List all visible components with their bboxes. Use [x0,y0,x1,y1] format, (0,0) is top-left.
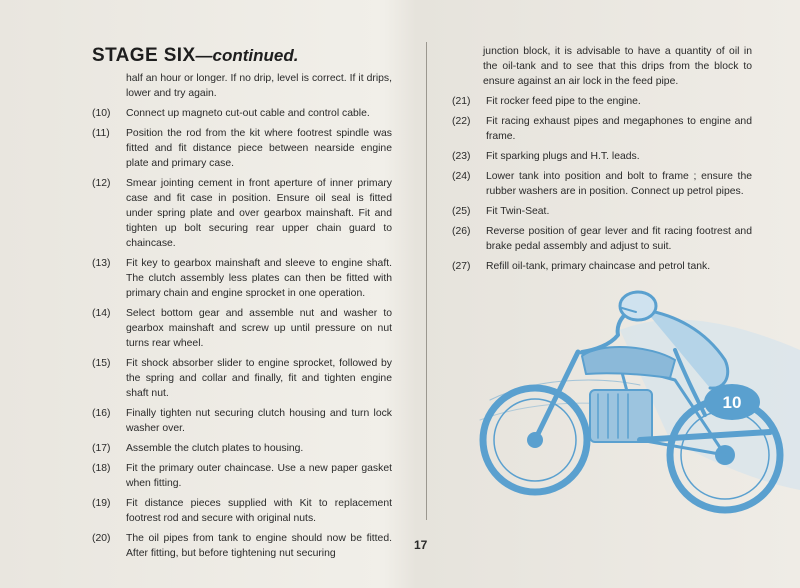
race-number-plate: 10 [722,393,742,412]
left-step-list [92,106,392,561]
step-number: (18) [92,463,111,474]
step-item [452,259,752,274]
step-number: (14) [92,308,111,319]
step-number: (21) [452,96,471,107]
step-text: Smear jointing cement in front aperture of inner primary case and fit case in position. Ensure oil seal is fitted under spring plate and over gearbox mainshaft. Fit and tighten up bolt securing rear upper chain guard to chaincase. [126,178,392,249]
left-intro-text: half an hour or longer. If no drip, level is correct. If it drips, lower and try again. [126,73,392,99]
step-text: Fit sparking plugs and H.T. leads. [486,151,640,162]
motorcycle-racer-illustration [470,290,800,530]
title-suffix: —continued. [195,46,299,65]
step-item [92,176,392,251]
step-text: Assemble the clutch plates to housing. [126,443,304,454]
page-number: 17 [414,538,428,552]
step-number: (17) [92,443,111,454]
step-item [452,204,752,219]
step-text: Refill oil-tank, primary chaincase and petrol tank. [486,261,711,272]
step-text: Fit Twin-Seat. [486,206,550,217]
step-text: Lower tank into position and bolt to frame ; ensure the rubber washers are in position. Connect up petrol pipes. [486,171,752,197]
step-item [92,461,392,491]
step-text: Reverse position of gear lever and fit racing footrest and brake pedal assembly and adjust to suit. [486,226,752,252]
step-text: Finally tighten nut securing clutch housing and turn lock washer over. [126,408,392,434]
left-page [92,44,392,566]
step-text: Connect up magneto cut-out cable and control cable. [126,108,370,119]
step-number: (25) [452,206,471,217]
step-text: Fit rocker feed pipe to the engine. [486,96,641,107]
page-spine-divider [426,42,427,520]
step-text: Select bottom gear and assemble nut and washer to gearbox mainshaft and screw up until pressure on nut turns rear wheel. [126,308,392,349]
right-page [452,44,752,279]
step-item [92,441,392,456]
step-item [452,94,752,109]
step-number: (16) [92,408,111,419]
step-text: Fit the primary outer chaincase. Use a new paper gasket when fitting. [126,463,392,489]
page-title [92,44,392,68]
right-step-list [452,94,752,274]
step-number: (20) [92,533,111,544]
step-text: The oil pipes from tank to engine should now be fitted. After fitting, but before tightening nut securing [126,533,392,559]
step-text: Fit distance pieces supplied with Kit to replacement footrest rod and secure with original nuts. [126,498,392,524]
step-item [452,114,752,144]
step-number: (11) [92,128,110,139]
step-item [92,126,392,171]
step-number: (10) [92,108,111,119]
step-item [452,149,752,164]
step-number: (15) [92,358,111,369]
step-item [92,496,392,526]
step-item [92,256,392,301]
step-number: (24) [452,171,471,182]
step-number: (27) [452,261,471,272]
step-text: Fit racing exhaust pipes and megaphones to engine and frame. [486,116,752,142]
title-main: STAGE SIX [92,45,196,66]
step-text: Fit shock absorber slider to engine sprocket, followed by the spring and collar and finally, fit and tighten engine shaft nut. [126,358,392,399]
step-text: Fit key to gearbox mainshaft and sleeve to engine shaft. The clutch assembly less plates can then be fitted with primary chain and engine sprocket in one operation. [126,258,392,299]
step-number: (26) [452,226,471,237]
step-item [92,356,392,401]
step-number: (19) [92,498,111,509]
step-number: (23) [452,151,471,162]
step-item [92,406,392,436]
step-item [92,106,392,121]
right-intro-text: junction block, it is advisable to have a quantity of oil in the oil-tank and to see that this drips from the block to ensure against an air lock in the feed pipe. [483,46,752,87]
step-item [452,224,752,254]
step-item [92,306,392,351]
step-number: (22) [452,116,471,127]
step-number: (13) [92,258,111,269]
step-number: (12) [92,178,111,189]
step-item [452,169,752,199]
step-text: Position the rod from the kit where footrest spindle was fitted and fit distance piece between nearside engine plate and primary case. [126,128,392,169]
step-item [92,531,392,561]
